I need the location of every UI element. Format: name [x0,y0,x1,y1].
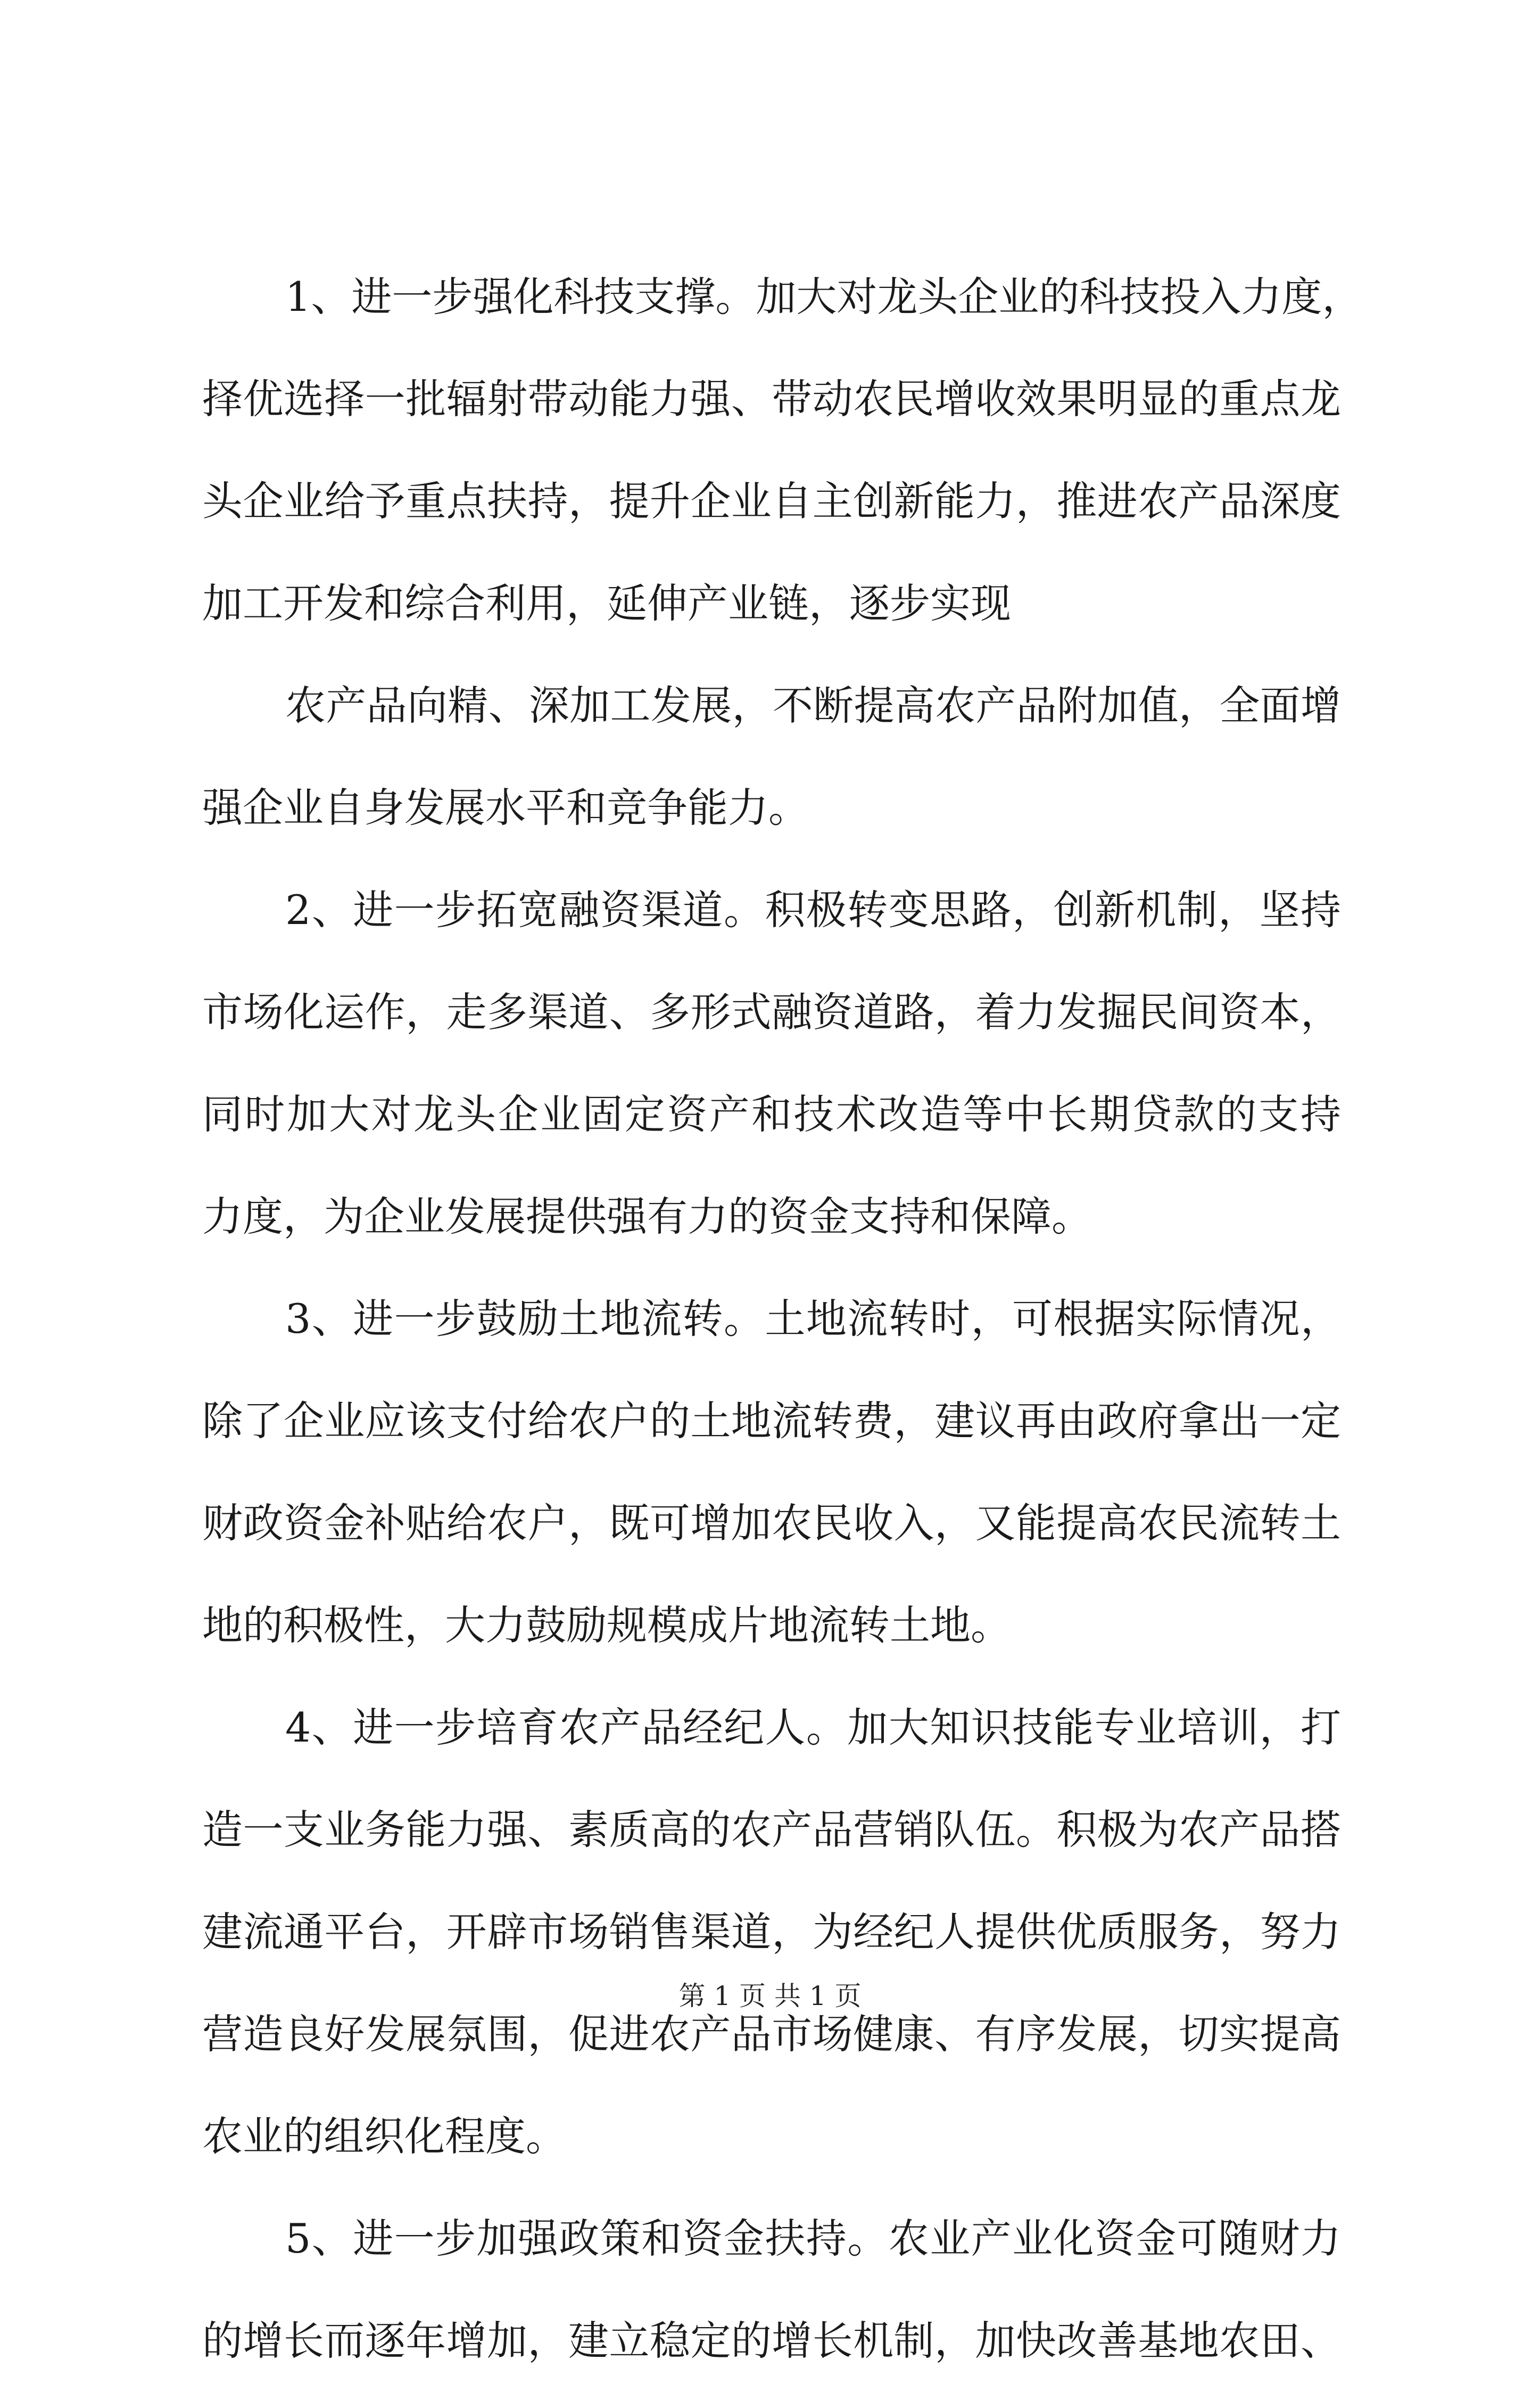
text-line: 的增长而逐年增加，建立稳定的增长机制，加快改善基地农田、 [202,2317,1341,2364]
text-line: 强企业自身发展水平和竞争能力。 [202,784,809,831]
text-line: 同时加大对龙头企业固定资产和技术改造等中长期贷款的支持 [202,1091,1341,1138]
text-line: 力度，为企业发展提供强有力的资金支持和保障。 [202,1193,1092,1240]
text-line: 财政资金补贴给农户，既可增加农民收入，又能提高农民流转土 [202,1499,1341,1547]
text-line: 2、进一步拓宽融资渠道。积极转变思路，创新机制，坚持 [285,886,1341,934]
text-line: 地的积极性，大力鼓励规模成片地流转土地。 [202,1602,1011,1649]
page-footer: 第 1 页 共 1 页 [678,1981,862,2011]
text-line: 营造良好发展氛围，促进农产品市场健康、有序发展，切实提高 [202,2010,1341,2058]
text-line: 3、进一步鼓励土地流转。土地流转时，可根据实际情况， [285,1295,1341,1342]
text-line: 农业的组织化程度。 [202,2113,566,2160]
text-line: 建流通平台，开辟市场销售渠道，为经纪人提供优质服务，努力 [202,1908,1341,1956]
text-line: 加工开发和综合利用，延伸产业链，逐步实现 [202,580,1011,627]
text-line: 造一支业务能力强、素质高的农产品营销队伍。积极为农产品搭 [202,1806,1341,1853]
text-line: 除了企业应该支付给农户的土地流转费，建议再由政府拿出一定 [202,1397,1341,1445]
text-line: 5、进一步加强政策和资金扶持。农业产业化资金可随财力 [285,2215,1341,2262]
text-line: 头企业给予重点扶持，提升企业自主创新能力，推进农产品深度 [202,477,1341,525]
document-body [202,246,1363,2392]
text-line: 1、进一步强化科技支撑。加大对龙头企业的科技投入力度， [285,273,1363,320]
text-line: 市场化运作，走多渠道、多形式融资道路，着力发掘民间资本， [202,988,1341,1036]
text-line: 择优选择一批辐射带动能力强、带动农民增收效果明显的重点龙 [202,375,1341,423]
text-line: 4、进一步培育农产品经纪人。加大知识技能专业培训，打 [285,1704,1341,1751]
text-line: 农产品向精、深加工发展，不断提高农产品附加值，全面增 [285,682,1341,729]
